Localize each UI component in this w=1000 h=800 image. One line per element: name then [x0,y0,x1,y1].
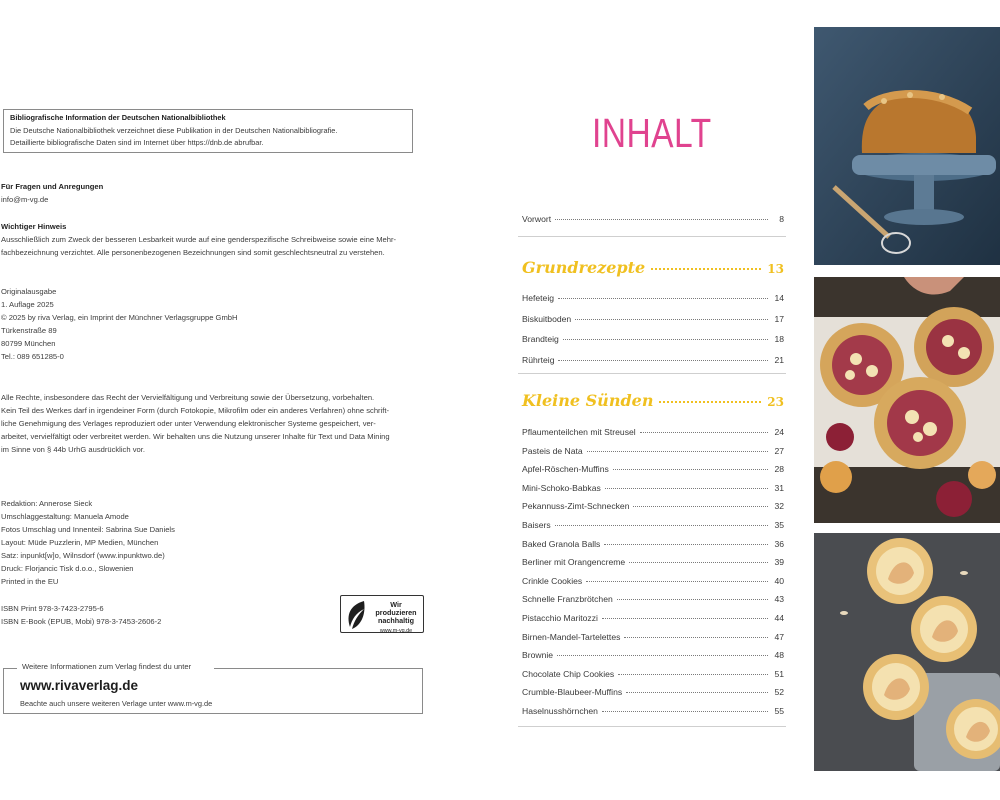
toc-entry-page: 35 [774,520,784,530]
toc-entry-label: Schnelle Franzbrötchen [522,594,613,605]
section-label: Kleine Sünden [522,391,654,410]
credits-line: Layout: Müde Puzzlerin, MP Medien, München [1,538,159,547]
eco-url: www.m-vg.de [379,628,413,634]
bib-line: Die Deutsche Nationalbibliothek verzeichnet diese Publikation in der Deutschen Nationalbibliografie. [10,125,338,135]
credits-block [1,497,175,588]
questions-block [1,180,103,206]
toc-entry-page: 39 [774,557,784,568]
toc-entry-page: 40 [774,575,784,586]
rights-line: im Sinne von § 44b UrhG ausdrücklich vor. [1,445,145,454]
toc-entry-label: Crinkle Cookies [522,575,583,586]
toc-section-heading[interactable] [522,391,784,410]
toc-entry-label: Brandteig [522,334,559,344]
toc-entry[interactable] [522,334,784,344]
toc-entry-page: 32 [774,501,784,512]
edition-block [1,285,237,363]
toc-entry-label: Pflaumenteilchen mit Streusel [522,427,636,437]
toc-entry-page: 52 [774,687,784,698]
section-label: Grundrezepte [522,258,646,277]
toc-entry-page: 18 [774,334,784,344]
toc-entry-page: 17 [774,313,784,324]
toc-entry-label: Crumble-Blaubeer-Muffins [522,687,623,698]
toc-entry-page: 48 [774,650,784,661]
toc-entry[interactable] [522,355,784,365]
publisher-legend: Weitere Informationen zum Verlag findest du unter [22,662,192,671]
toc-entry[interactable] [522,613,784,623]
bib-line: Detaillierte bibliografische Daten sind im Internet über https://dnb.de abrufbar. [10,138,264,147]
toc-entry[interactable] [522,687,784,697]
rights-line: liche Genehmigung des Verlages reproduziert oder unter Verwendung elektronischer Systeme gespeichert, ver- [1,419,376,428]
toc-entry-label: Chocolate Chip Cookies [522,668,615,679]
toc-entry[interactable] [522,539,784,549]
plum-pastries-photo [814,277,1000,523]
toc-entry-page: 24 [774,427,784,437]
divider [518,236,786,237]
notice-heading: Wichtiger Hinweis [1,222,67,231]
toc-entry-page: 51 [774,668,784,679]
toc-entry[interactable] [522,314,784,324]
rights-line: arbeitet, vervielfältigt oder verbreitet werden. Wir behalten uns die Nutzung unserer Inhalte für Text und Data Mining [1,432,390,441]
edition-line: © 2025 by riva Verlag, ein Imprint der Münchner Verlagsgruppe GmbH [1,313,238,322]
rights-block [1,391,390,456]
toc-entry-page: 8 [779,214,784,224]
toc-entry-label: Pekannuss-Zimt-Schnecken [522,501,630,512]
toc-entry[interactable] [522,706,784,716]
sustainability-logo [340,595,424,633]
leaf-icon [344,599,368,631]
isbn-ebook: ISBN E-Book (EPUB, Mobi) 978-3-7453-2606-2 [1,617,162,626]
notice-line: Ausschließlich zum Zweck der besseren Lesbarkeit wurde auf eine genderspezifische Schreibweise sowie eine Mehr- [1,235,397,244]
toc-entry-page: 21 [774,354,784,365]
toc-entry[interactable] [522,650,784,660]
rights-line: Kein Teil des Werkes darf in irgendeiner Form (durch Fotokopie, Mikrofilm oder ein anderes Verfahren) ohne schrift- [1,406,390,415]
toc-entry-page: 47 [774,631,784,642]
toc-entry-page: 36 [774,538,784,549]
toc-entry-label: Apfel-Röschen-Muffins [522,464,609,475]
credits-line: Printed in the EU [1,577,59,586]
notice-block [1,220,396,259]
toc-entry-label: Baked Granola Balls [522,538,601,549]
contact-email[interactable]: info@m-vg.de [1,195,49,204]
page-title: INHALT [592,110,712,156]
toc-entry[interactable] [522,293,784,303]
toc-entry-label: Mini-Schoko-Babkas [522,482,601,493]
toc-entry-label: Rührteig [522,354,555,365]
edition-line: 80799 München [1,339,56,348]
section-page: 23 [767,395,784,409]
toc-entry-label: Vorwort [522,214,552,224]
toc-entry[interactable] [522,446,784,456]
toc-entry[interactable] [522,427,784,437]
credits-line: Satz: inpunkt[w]o, Wilnsdorf (www.inpunktwo.de) [1,551,165,560]
credits-line: Druck: Florjancic Tisk d.o.o., Slowenien [1,564,134,573]
toc-entry[interactable] [522,557,784,567]
toc-entry-page: 28 [774,464,784,475]
toc-entry-label: Berliner mit Orangencreme [522,557,626,568]
toc-entry[interactable] [522,501,784,511]
edition-line: Originalausgabe [1,287,57,296]
isbn-print: ISBN Print 978-3-7423-2795-6 [1,604,104,613]
eco-line: nachhaltig [378,616,414,625]
publisher-url[interactable]: www.rivaverlag.de [20,678,139,693]
credits-line: Redaktion: Annerose Sieck [1,499,93,508]
notice-line: fachbezeichnung verzichtet. Alle personenbezogenen Bezeichnungen sind somit geschlechtsneutral zu verstehen. [1,248,385,257]
bibliographic-info-box [3,109,413,153]
toc-entry[interactable] [522,520,784,530]
divider [518,373,786,374]
questions-heading: Für Fragen und Anregungen [1,182,104,191]
isbn-block [1,602,161,628]
toc-entry[interactable] [522,632,784,642]
toc-entry-label: Hefeteig [522,293,555,303]
section-page: 13 [767,262,784,276]
eco-line: Wir produzieren [375,600,417,617]
toc-entry[interactable] [522,214,784,224]
toc-entry[interactable] [522,669,784,679]
toc-section-heading[interactable] [522,258,784,277]
rights-line: Alle Rechte, insbesondere das Recht der Vervielfältigung und Verbreitung sowie der Übersetzung, vorbehalten. [1,393,375,402]
publisher-info-box [3,662,423,714]
edition-line: Türkenstraße 89 [1,326,57,335]
toc-entry-page: 31 [774,482,784,493]
toc-entry-label: Pasteis de Nata [522,445,583,456]
toc-entry[interactable] [522,576,784,586]
toc-entry-label: Birnen-Mandel-Tartelettes [522,631,621,642]
toc-entry-page: 27 [774,445,784,456]
toc-entry[interactable] [522,483,784,493]
cake-stand-photo [814,27,1000,265]
toc-entry-label: Baisers [522,520,551,530]
toc-entry-page: 44 [774,613,784,623]
toc-entry-label: Pistacchio Maritozzi [522,613,598,623]
toc-entry-page: 55 [774,706,784,716]
toc-entry-page: 43 [774,594,784,605]
pear-tartlets-photo [814,533,1000,771]
bib-title: Bibliografische Information der Deutschen Nationalbibliothek [10,113,226,122]
edition-line: Tel.: 089 651285-0 [1,352,64,361]
credits-line: Fotos Umschlag und Innenteil: Sabrina Sue Daniels [1,525,175,534]
toc-entry-label: Biskuitboden [522,313,572,324]
divider [518,726,786,727]
publisher-note: Beachte auch unsere weiteren Verlage unter www.m-vg.de [20,699,213,708]
toc-entry-label: Haselnusshörnchen [522,706,598,716]
toc-entry[interactable] [522,464,784,474]
toc-entry-label: Brownie [522,650,554,661]
credits-line: Umschlaggestaltung: Manuela Amode [1,512,129,521]
toc-entry-page: 14 [774,293,784,303]
edition-line: 1. Auflage 2025 [1,300,54,309]
toc-entry[interactable] [522,594,784,604]
